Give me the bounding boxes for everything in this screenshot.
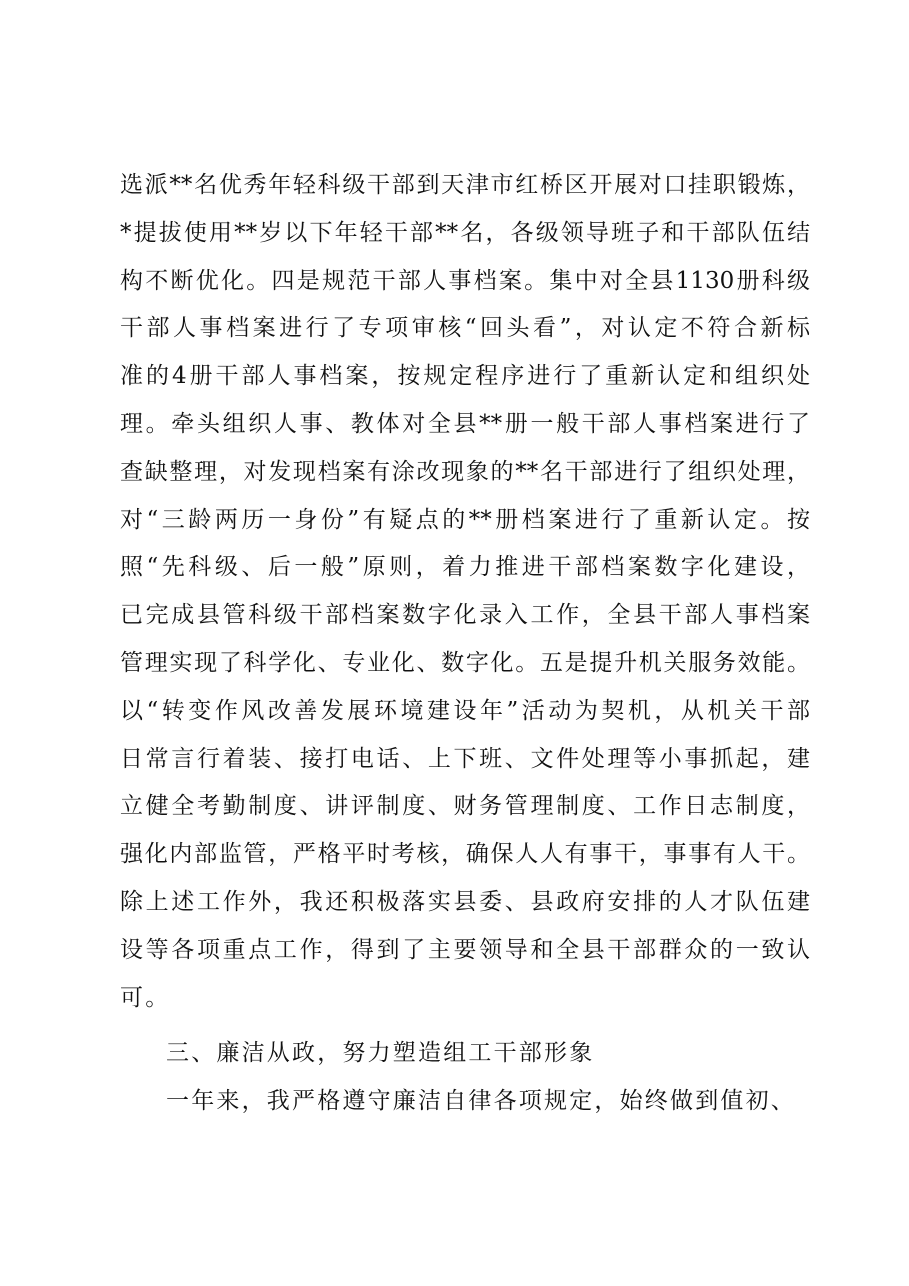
text-line: 管理实现了科学化、专业化、数字化。五是提升机关服务效能。 [120,649,810,676]
text-line: 可。 [120,984,171,1011]
text-line: 对“三龄两历一身份”有疑点的**册档案进行了重新认定。按 [120,506,810,533]
text-line: 设等各项重点工作，得到了主要领导和全县干部群众的一致认 [120,936,810,963]
paragraph-first-line: 一年来，我严格遵守廉洁自律各项规定，始终做到值初、 [166,1088,796,1115]
text-line: 干部人事档案进行了专项审核“回头看”，对认定不符合新标 [120,315,810,342]
body-text [120,162,810,1126]
text-line: 理。牵头组织人事、教体对全县**册一般干部人事档案进行了 [120,410,810,437]
text-line: 立健全考勤制度、讲评制度、财务管理制度、工作日志制度， [120,793,810,820]
text-line: 强化内部监管，严格平时考核，确保人人有事干，事事有人干。 [120,841,810,868]
text-line: 照“先科级、后一般”原则，着力推进干部档案数字化建设， [120,554,810,581]
paragraph-gap [120,1022,810,1030]
text-line: 构不断优化。四是规范干部人事档案。集中对全县1130册科级 [120,267,810,294]
text-line: *提拔使用**岁以下年轻干部**名，各级领导班子和干部队伍结 [120,219,810,246]
text-line: 除上述工作外，我还积极落实县委、县政府安排的人才队伍建 [120,888,810,915]
section-heading: 三、廉洁从政，努力塑造组工干部形象 [166,1040,595,1067]
text-line: 选派**名优秀年轻科级干部到天津市红桥区开展对口挂职锻炼， [120,172,810,198]
text-line: 查缺整理，对发现档案有涂改现象的**名干部进行了组织处理， [120,458,810,485]
text-line: 日常言行着装、接打电话、上下班、文件处理等小事抓起，建 [120,745,810,772]
text-line: 已完成县管科级干部档案数字化录入工作，全县干部人事档案 [120,602,810,629]
text-line: 以“转变作风改善发展环境建设年”活动为契机，从机关干部 [120,697,810,724]
text-line: 准的4册干部人事档案，按规定程序进行了重新认定和组织处 [120,363,810,390]
